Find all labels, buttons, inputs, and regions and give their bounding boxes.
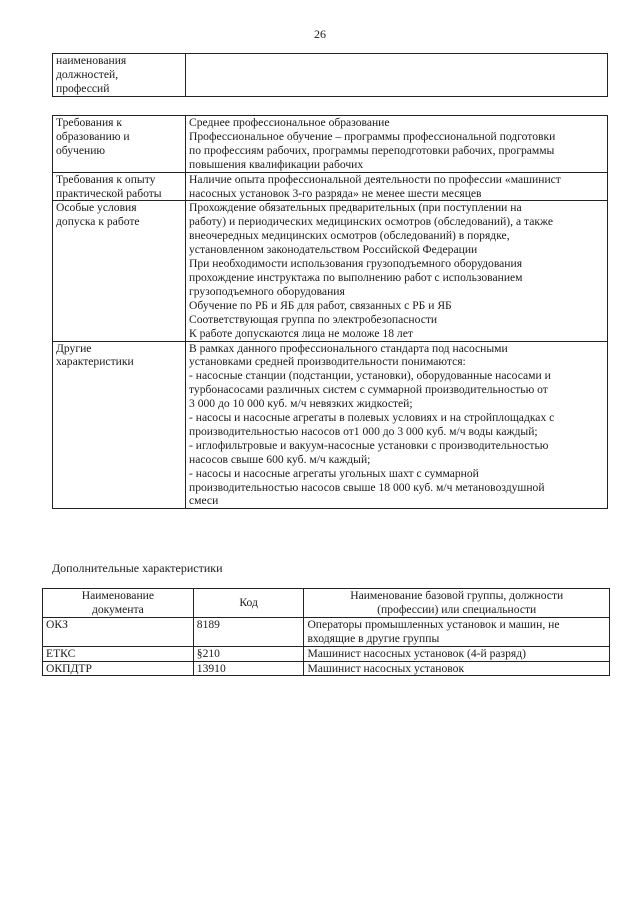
label-line: практической работы bbox=[56, 186, 162, 200]
value-line: по профессиям рабочих, программы переподготовки рабочих, программы bbox=[189, 143, 555, 157]
page-number: 26 bbox=[314, 27, 326, 41]
row-value bbox=[186, 54, 608, 97]
cell-line: Машинист насосных установок (4-й разряд) bbox=[307, 646, 527, 660]
row-value bbox=[186, 116, 608, 173]
table-row bbox=[53, 341, 608, 509]
value-line: Обучение по РБ и ЯБ для работ, связанных с РБ и ЯБ bbox=[189, 298, 452, 312]
row-label bbox=[53, 341, 186, 509]
cell-code: 13910 bbox=[193, 661, 304, 676]
value-line: производительностью насосов от1 000 до 3 000 куб. м/ч воды каждый; bbox=[189, 424, 538, 438]
value-line: турбонасосами различных систем с суммарной производительностью от bbox=[189, 383, 548, 397]
requirements-table bbox=[52, 115, 608, 509]
cell-name bbox=[304, 661, 610, 676]
table-row bbox=[43, 646, 610, 661]
cell-document: ОКПДТР bbox=[43, 661, 194, 676]
value-line: насосных установок 3-го разряда» не менее шести месяцев bbox=[189, 186, 482, 200]
value-line: Прохождение обязательных предварительных (при поступлении на bbox=[189, 201, 522, 215]
cell-name bbox=[304, 617, 610, 646]
value-line: Среднее профессиональное образование bbox=[189, 116, 390, 129]
value-line: повышения квалификации рабочих bbox=[189, 157, 364, 171]
table-row bbox=[53, 116, 608, 173]
section-title: Дополнительные характеристики bbox=[52, 561, 223, 575]
job-titles-table bbox=[52, 53, 608, 97]
header-line: Наименование базовой группы, должности bbox=[350, 589, 564, 602]
column-header-document bbox=[43, 589, 194, 618]
value-line: - насосы и насосные агрегаты в полевых условиях и на стройплощадках с bbox=[189, 411, 555, 425]
cell-code: §210 bbox=[193, 646, 304, 661]
value-line: - насосы и насосные агрегаты угольных шахт с суммарной bbox=[189, 466, 479, 480]
row-label bbox=[53, 172, 186, 201]
value-line: производительностью насосов свыше 18 000 куб. м/ч метановоздушной bbox=[189, 480, 545, 494]
row-label bbox=[53, 201, 186, 341]
label-line: Особые условия bbox=[56, 201, 137, 215]
value-line: работу) и периодических медицинских осмотров (обследований), а также bbox=[189, 215, 553, 229]
label-line: должностей, bbox=[56, 67, 119, 81]
label-line: обучению bbox=[56, 143, 106, 157]
header-line: Код bbox=[239, 595, 258, 609]
value-line: - насосные станции (подстанции, установки), оборудованные насосами и bbox=[189, 369, 551, 383]
value-line: 3 000 до 10 000 куб. м/ч невязких жидкостей; bbox=[189, 397, 413, 411]
table-row bbox=[43, 617, 610, 646]
row-label bbox=[53, 116, 186, 173]
additional-characteristics-table bbox=[42, 588, 610, 676]
table-header-row bbox=[43, 589, 610, 618]
value-line: грузоподъемного оборудования bbox=[189, 284, 345, 298]
cell-name bbox=[304, 646, 610, 661]
label-line: Требования к bbox=[56, 116, 123, 129]
cell-line: входящие в другие группы bbox=[307, 631, 440, 645]
value-line: Наличие опыта профессиональной деятельности по профессии «машинист bbox=[189, 172, 561, 186]
cell-document: ЕТКС bbox=[43, 646, 194, 661]
cell-document: ОКЗ bbox=[43, 617, 194, 646]
cell-line: Операторы промышленных установок и машин, не bbox=[307, 617, 560, 631]
table-row bbox=[53, 172, 608, 201]
label-line: допуска к работе bbox=[56, 215, 140, 229]
label-line: Другие bbox=[56, 341, 92, 355]
row-value bbox=[186, 201, 608, 341]
value-line: В рамках данного профессионального стандарта под насосными bbox=[189, 341, 508, 355]
row-label bbox=[53, 54, 186, 97]
value-line: смеси bbox=[189, 494, 219, 508]
header-line: документа bbox=[91, 602, 144, 616]
label-line: профессий bbox=[56, 81, 110, 95]
value-line: - иглофильтровые и вакуум-насосные установки с производительностью bbox=[189, 438, 549, 452]
column-header-name bbox=[304, 589, 610, 618]
value-line: К работе допускаются лица не моложе 18 лет bbox=[189, 326, 413, 340]
header-line: (профессии) или специальности bbox=[377, 602, 537, 616]
value-line: прохождение инструктажа по выполнению работ с использованием bbox=[189, 270, 523, 284]
value-line: установками средней производительности понимаются: bbox=[189, 355, 466, 369]
value-line: Профессиональное обучение – программы профессиональной подготовки bbox=[189, 129, 556, 143]
column-header-code bbox=[193, 589, 304, 618]
row-value bbox=[186, 172, 608, 201]
label-line: характеристики bbox=[56, 355, 134, 369]
cell-code: 8189 bbox=[193, 617, 304, 646]
row-value bbox=[186, 341, 608, 509]
label-line: образованию и bbox=[56, 129, 130, 143]
value-line: Соответствующая группа по электробезопасности bbox=[189, 312, 438, 326]
header-line: Наименование bbox=[81, 589, 154, 602]
value-line: насосов свыше 600 куб. м/ч каждый; bbox=[189, 452, 371, 466]
table-row bbox=[43, 661, 610, 676]
cell-line: Машинист насосных установок bbox=[307, 661, 465, 675]
table-row bbox=[53, 201, 608, 341]
value-line: установленном законодательством Российской Федерации bbox=[189, 243, 478, 257]
value-line: При необходимости использования грузоподъемного оборудования bbox=[189, 257, 523, 271]
label-line: наименования bbox=[56, 54, 127, 67]
value-line: внеочередных медицинских осмотров (обследований) в порядке, bbox=[189, 229, 510, 243]
label-line: Требования к опыту bbox=[56, 172, 156, 186]
table-row bbox=[53, 54, 608, 97]
